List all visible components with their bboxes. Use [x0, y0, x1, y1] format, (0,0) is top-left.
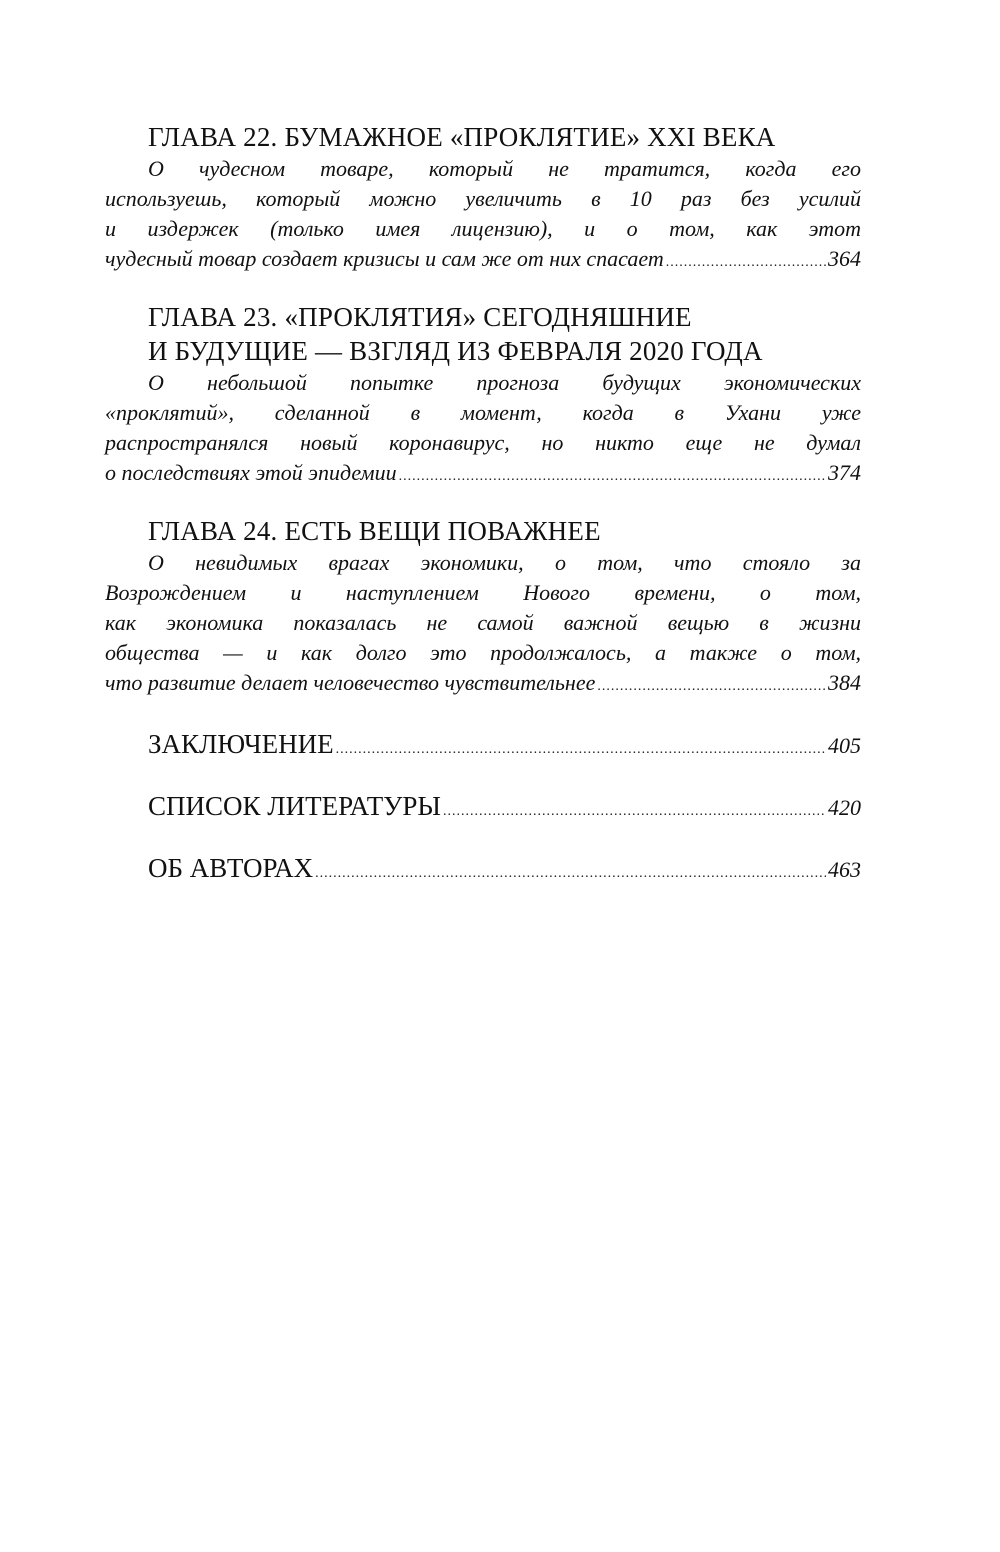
dot-leader: [443, 796, 826, 828]
chapter-title: ГЛАВА 24. ЕСТЬ ВЕЩИ ПОВАЖНЕЕ: [148, 516, 601, 546]
description-line: общества — и как долго это продолжалось, а также о том,: [105, 640, 861, 665]
description-line: о последствиях этой эпидемии: [105, 460, 397, 485]
description-line: как экономика показалась не самой важной вещью в жизни: [105, 610, 861, 635]
dot-leader: [666, 248, 826, 278]
chapter-title: [105, 300, 861, 368]
toc-chapter-24[interactable]: [105, 514, 861, 702]
description-line: Возрождением и наступлением Нового времени, о том,: [105, 580, 861, 605]
page-number: 384: [828, 670, 861, 695]
page-number: 364: [828, 246, 861, 271]
chapter-title-line: И БУДУЩИЕ — ВЗГЛЯД ИЗ ФЕВРАЛЯ 2020 ГОДА: [148, 336, 763, 366]
entry-title: ЗАКЛЮЧЕНИЕ: [148, 729, 334, 759]
dot-leader: [315, 858, 826, 890]
toc-entry-authors[interactable]: [105, 852, 861, 890]
page-number: 405: [828, 733, 861, 758]
toc-chapter-23[interactable]: [105, 300, 861, 492]
toc-chapter-22[interactable]: [105, 120, 861, 278]
description-line: что развитие делает человечество чувствительнее: [105, 670, 596, 695]
toc-entry-conclusion[interactable]: [105, 728, 861, 766]
description-line: «проклятий», сделанной в момент, когда в Ухани уже: [105, 400, 861, 425]
toc-entry-references[interactable]: [105, 790, 861, 828]
description-line: О чудесном товаре, который не тратится, когда его: [148, 156, 861, 181]
dot-leader: [336, 734, 826, 766]
description-last-line: [105, 244, 861, 278]
page-number: 420: [828, 795, 861, 820]
description-line: чудесный товар создает кризисы и сам же от них спасает: [105, 246, 664, 271]
description-line: и издержек (только имея лицензию), и о том, как этот: [105, 216, 861, 241]
description-last-line: [105, 458, 861, 492]
description-last-line: [105, 668, 861, 702]
chapter-description: [105, 154, 861, 278]
entry-title: СПИСОК ЛИТЕРАТУРЫ: [148, 791, 441, 821]
entry-title: ОБ АВТОРАХ: [148, 853, 314, 883]
chapter-title-line: ГЛАВА 23. «ПРОКЛЯТИЯ» СЕГОДНЯШНИЕ: [148, 302, 692, 332]
description-line: распространялся новый коронавирус, но никто еще не думал: [105, 430, 861, 455]
description-line: О невидимых врагах экономики, о том, что стояло за: [148, 550, 861, 575]
dot-leader: [597, 672, 826, 702]
chapter-description: [105, 548, 861, 702]
description-line: О небольшой попытке прогноза будущих экономических: [148, 370, 861, 395]
chapter-title: ГЛАВА 22. БУМАЖНОЕ «ПРОКЛЯТИЕ» XXI ВЕКА: [148, 122, 776, 152]
table-of-contents: [105, 120, 861, 914]
page-number: 374: [828, 460, 861, 485]
dot-leader: [399, 462, 826, 492]
chapter-description: [105, 368, 861, 492]
description-line: используешь, который можно увеличить в 10 раз без усилий: [105, 186, 861, 211]
page-number: 463: [828, 857, 861, 882]
